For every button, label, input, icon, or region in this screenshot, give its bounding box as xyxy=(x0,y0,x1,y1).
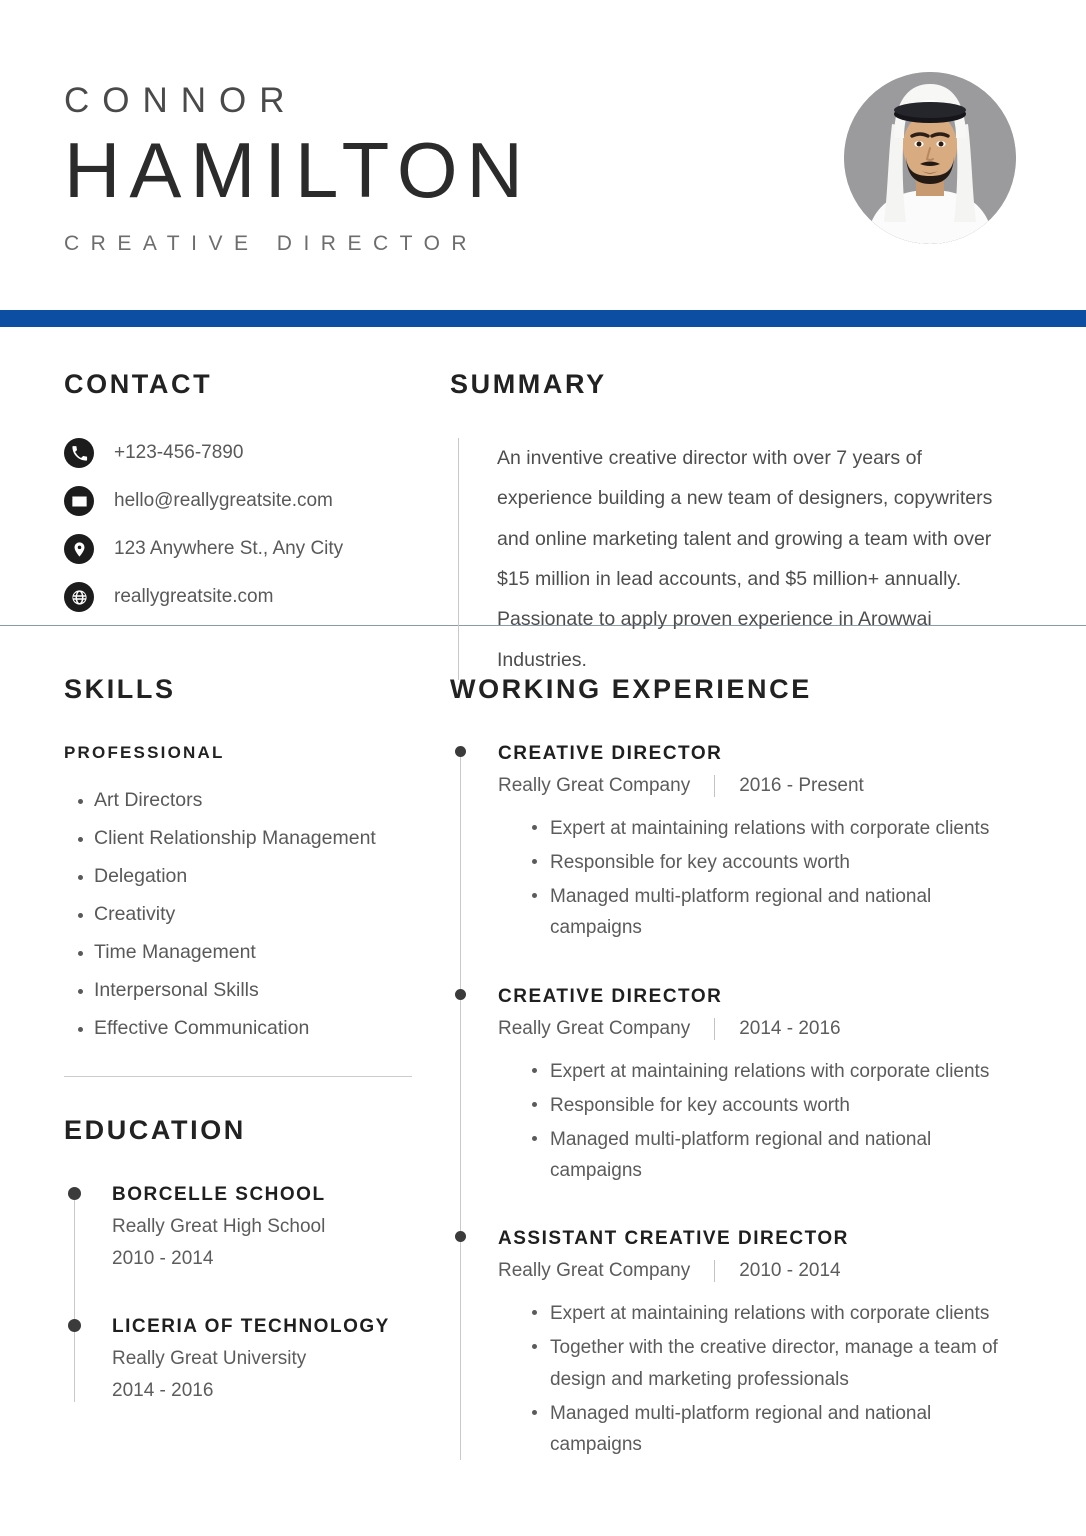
education-school: LICERIA OF TECHNOLOGY xyxy=(112,1316,390,1337)
contact-section xyxy=(64,369,450,625)
experience-bullets xyxy=(498,813,1016,944)
skills-list xyxy=(64,789,450,1040)
main-band xyxy=(0,626,1086,1463)
list-item: Managed multi-platform regional and national campaigns xyxy=(524,1124,1016,1186)
timeline-dot-icon xyxy=(455,1231,466,1242)
experience-role: ASSISTANT CREATIVE DIRECTOR xyxy=(498,1228,849,1250)
name-block xyxy=(64,72,532,256)
experience-role: CREATIVE DIRECTOR xyxy=(498,743,723,764)
list-item: Creativity xyxy=(64,903,450,926)
meta-divider xyxy=(714,1018,715,1040)
resume-header xyxy=(0,0,1086,310)
education-program: Really Great High School xyxy=(112,1216,326,1237)
skills-subheading: PROFESSIONAL xyxy=(64,743,225,762)
experience-company: Really Great Company xyxy=(498,1017,691,1039)
experience-entry xyxy=(450,986,1016,1187)
contact-heading: CONTACT xyxy=(64,369,213,399)
contact-value: 123 Anywhere St., Any City xyxy=(114,538,344,559)
contact-value: +123-456-7890 xyxy=(114,442,244,463)
skills-education-divider xyxy=(64,1076,412,1077)
list-item: Effective Communication xyxy=(64,1017,450,1040)
summary-section xyxy=(450,369,1016,671)
experience-meta xyxy=(498,1018,1016,1040)
experience-heading: WORKING EXPERIENCE xyxy=(450,674,812,704)
page-title: CREATIVE DIRECTOR xyxy=(64,231,479,255)
skills-section xyxy=(64,674,450,1040)
experience-entry xyxy=(450,1228,1016,1460)
summary-heading: SUMMARY xyxy=(450,369,607,399)
experience-years: 2010 - 2014 xyxy=(739,1260,841,1282)
list-item: Responsible for key accounts worth xyxy=(524,1090,1016,1121)
contact-value: reallygreatsite.com xyxy=(114,586,274,607)
education-years: 2010 - 2014 xyxy=(112,1248,214,1269)
timeline-dot-icon xyxy=(455,989,466,1000)
experience-section xyxy=(450,674,1016,1463)
contact-item-address[interactable] xyxy=(64,534,450,564)
list-item: Managed multi-platform regional and national campaigns xyxy=(524,1398,1016,1460)
last-name: HAMILTON xyxy=(64,125,532,214)
globe-icon xyxy=(64,582,94,612)
list-item: Expert at maintaining relations with corporate clients xyxy=(524,1056,1016,1087)
experience-years: 2016 - Present xyxy=(739,775,864,796)
contact-item-phone[interactable] xyxy=(64,438,450,468)
experience-bullets xyxy=(498,1056,1016,1187)
meta-divider xyxy=(714,1260,715,1282)
list-item: Time Management xyxy=(64,941,450,964)
envelope-icon xyxy=(64,486,94,516)
summary-text: An inventive creative director with over 7 years of experience building a new team of designers, copywriters and online marketing talent and growing a team with over $15 million in lead accounts, and $5 million+ annually. Passionate to apply proven experience in Arowwai Industries. xyxy=(497,447,993,671)
accent-bar xyxy=(0,310,1086,327)
list-item: Delegation xyxy=(64,865,450,888)
profile-photo-illustration xyxy=(844,72,1016,244)
experience-role: CREATIVE DIRECTOR xyxy=(498,985,723,1007)
list-item: Client Relationship Management xyxy=(64,827,450,850)
contact-summary-band xyxy=(0,327,1086,671)
education-timeline xyxy=(64,1184,450,1402)
experience-company: Really Great Company xyxy=(498,1260,691,1282)
summary-body xyxy=(450,438,1016,680)
contact-item-email[interactable] xyxy=(64,486,450,516)
experience-bullets xyxy=(498,1298,1016,1460)
contact-value: hello@reallygreatsite.com xyxy=(114,490,333,511)
education-entry xyxy=(64,1184,450,1270)
contact-list xyxy=(64,438,450,612)
experience-timeline xyxy=(450,743,1016,1460)
education-heading: EDUCATION xyxy=(64,1115,246,1145)
experience-meta xyxy=(498,775,1016,797)
education-program: Really Great University xyxy=(112,1348,307,1369)
experience-meta xyxy=(498,1260,1016,1282)
list-item: Together with the creative director, manage a team of design and marketing professionals xyxy=(524,1332,1016,1394)
skills-heading: SKILLS xyxy=(64,674,176,704)
experience-company: Really Great Company xyxy=(498,775,691,796)
education-section xyxy=(64,1115,450,1402)
list-item: Interpersonal Skills xyxy=(64,979,450,1002)
experience-entry xyxy=(450,743,1016,944)
timeline-dot-icon xyxy=(455,746,466,757)
contact-item-website[interactable] xyxy=(64,582,450,612)
list-item: Managed multi-platform regional and national campaigns xyxy=(524,881,1016,943)
meta-divider xyxy=(714,775,715,797)
education-school: BORCELLE SCHOOL xyxy=(112,1184,326,1205)
education-entry xyxy=(64,1316,450,1402)
list-item: Expert at maintaining relations with corporate clients xyxy=(524,1298,1016,1329)
first-name: CONNOR xyxy=(64,81,298,120)
list-item: Expert at maintaining relations with corporate clients xyxy=(524,813,1016,844)
timeline-dot-icon xyxy=(68,1319,81,1332)
list-item: Responsible for key accounts worth xyxy=(524,847,1016,878)
map-pin-icon xyxy=(64,534,94,564)
education-years: 2014 - 2016 xyxy=(112,1380,214,1401)
left-column xyxy=(64,674,450,1463)
avatar xyxy=(844,72,1016,244)
timeline-dot-icon xyxy=(68,1187,81,1200)
experience-years: 2014 - 2016 xyxy=(739,1017,841,1039)
list-item: Art Directors xyxy=(64,789,450,812)
phone-icon xyxy=(64,438,94,468)
